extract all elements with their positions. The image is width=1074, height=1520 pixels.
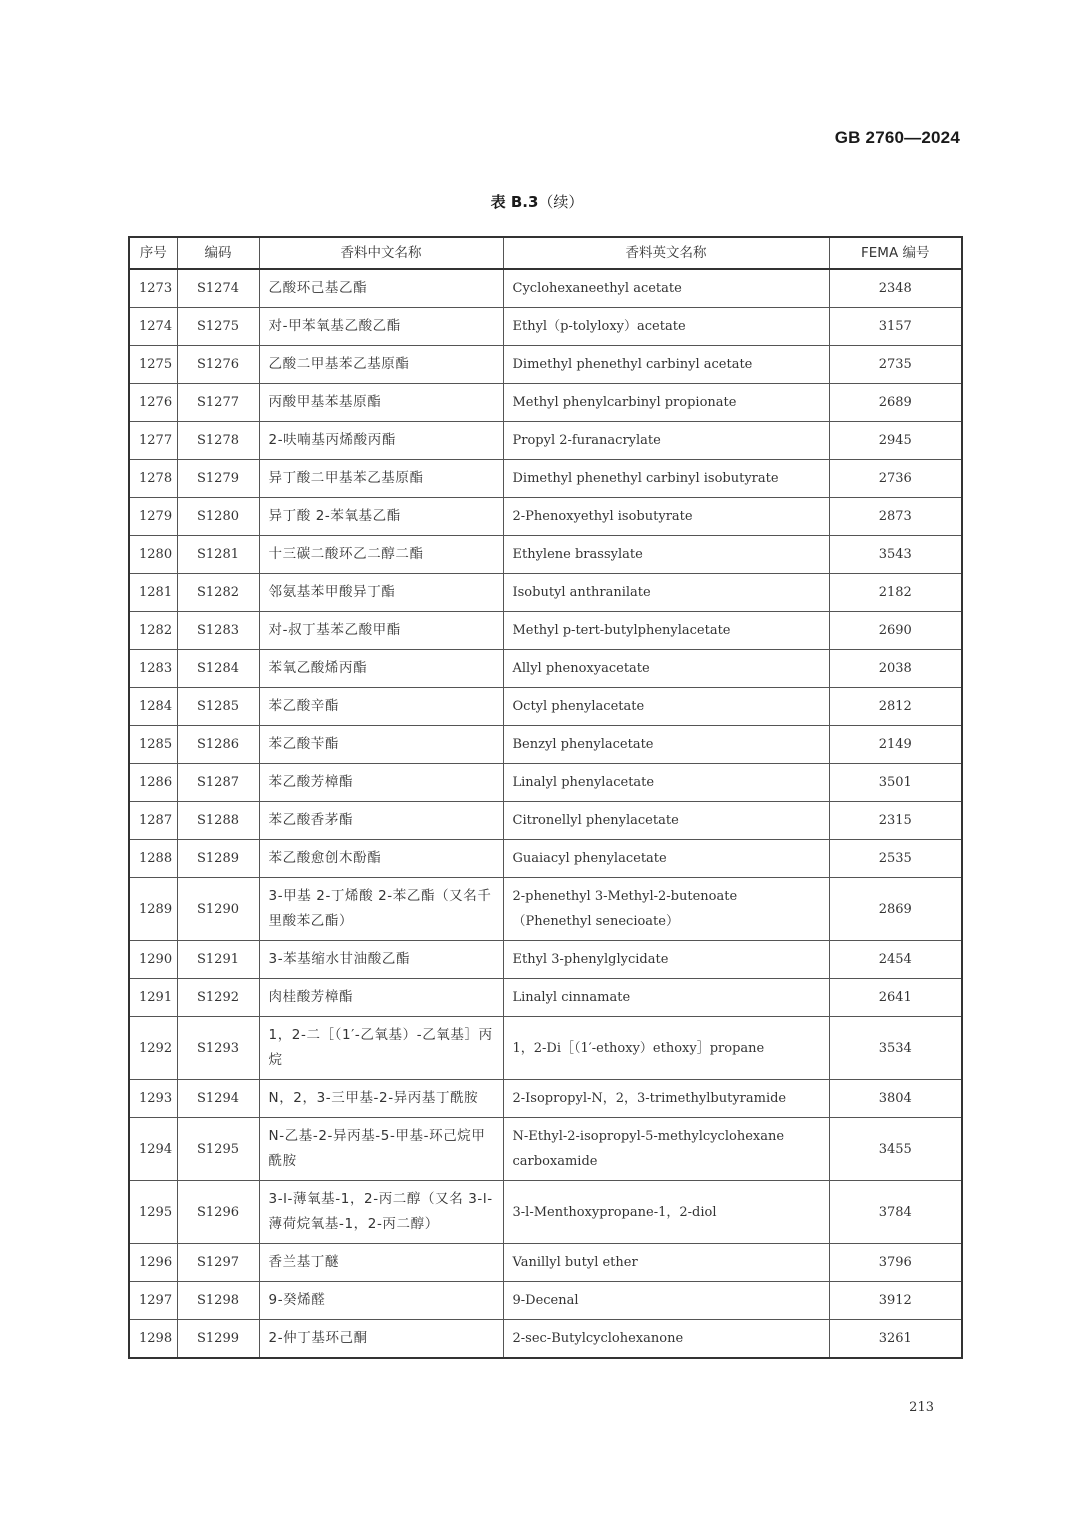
- english-name-cell: Dimethyl phenethyl carbinyl acetate: [503, 346, 829, 384]
- fema-number-cell: 2689: [829, 384, 962, 422]
- serial-number-cell: 1294: [129, 1118, 177, 1181]
- code-cell: S1275: [177, 308, 259, 346]
- chinese-name-cell: 2-仲丁基环己酮: [259, 1320, 503, 1359]
- fema-number-cell: 3804: [829, 1080, 962, 1118]
- serial-number-cell: 1293: [129, 1080, 177, 1118]
- chinese-name-cell: 苯氧乙酸烯丙酯: [259, 650, 503, 688]
- chinese-name-cell: 对-叔丁基苯乙酸甲酯: [259, 612, 503, 650]
- table-row: [129, 1244, 962, 1282]
- code-cell: S1286: [177, 726, 259, 764]
- table-title: [0, 191, 1074, 212]
- english-name-cell: 2-Isopropyl-N，2，3-trimethylbutyramide: [503, 1080, 829, 1118]
- chinese-name-cell: 苯乙酸辛酯: [259, 688, 503, 726]
- chinese-name-cell: N，2，3-三甲基-2-异丙基丁酰胺: [259, 1080, 503, 1118]
- serial-number-cell: 1288: [129, 840, 177, 878]
- chinese-name-cell: N-乙基-2-异丙基-5-甲基-环己烷甲酰胺: [259, 1118, 503, 1181]
- english-name-cell: 1，2-Di［（1′-ethoxy）ethoxy］propane: [503, 1017, 829, 1080]
- chinese-name-cell: 3-甲基 2-丁烯酸 2-苯乙酯（又名千里酸苯乙酯）: [259, 878, 503, 941]
- table-row: [129, 422, 962, 460]
- chinese-name-cell: 2-呋喃基丙烯酸丙酯: [259, 422, 503, 460]
- english-name-cell: Methyl phenylcarbinyl propionate: [503, 384, 829, 422]
- table-row: [129, 498, 962, 536]
- english-name-cell: Ethyl 3-phenylglycidate: [503, 941, 829, 979]
- fema-number-cell: 2454: [829, 941, 962, 979]
- fema-number-cell: 2315: [829, 802, 962, 840]
- english-name-cell: 2-Phenoxyethyl isobutyrate: [503, 498, 829, 536]
- table-row: [129, 1282, 962, 1320]
- table-title-prefix: 表 B.3: [490, 193, 539, 211]
- fema-number-cell: 2735: [829, 346, 962, 384]
- chinese-name-cell: 乙酸环己基乙酯: [259, 269, 503, 308]
- fema-number-cell: 2038: [829, 650, 962, 688]
- table-row: [129, 650, 962, 688]
- serial-number-cell: 1283: [129, 650, 177, 688]
- code-cell: S1291: [177, 941, 259, 979]
- table-title-suffix: （续）: [538, 193, 584, 211]
- english-name-cell: Vanillyl butyl ether: [503, 1244, 829, 1282]
- serial-number-cell: 1296: [129, 1244, 177, 1282]
- chinese-name-cell: 苯乙酸苄酯: [259, 726, 503, 764]
- serial-number-cell: 1279: [129, 498, 177, 536]
- english-name-cell: Allyl phenoxyacetate: [503, 650, 829, 688]
- code-cell: S1293: [177, 1017, 259, 1080]
- code-cell: S1277: [177, 384, 259, 422]
- table-row: [129, 1080, 962, 1118]
- chinese-name-cell: 香兰基丁醚: [259, 1244, 503, 1282]
- code-cell: S1292: [177, 979, 259, 1017]
- fema-number-cell: 2641: [829, 979, 962, 1017]
- serial-number-cell: 1278: [129, 460, 177, 498]
- fema-number-cell: 3157: [829, 308, 962, 346]
- serial-number-cell: 1297: [129, 1282, 177, 1320]
- code-cell: S1276: [177, 346, 259, 384]
- chinese-name-cell: 十三碳二酸环乙二醇二酯: [259, 536, 503, 574]
- serial-number-cell: 1281: [129, 574, 177, 612]
- table-row: [129, 384, 962, 422]
- code-cell: S1274: [177, 269, 259, 308]
- table-row: [129, 1118, 962, 1181]
- fema-number-cell: 3534: [829, 1017, 962, 1080]
- code-cell: S1278: [177, 422, 259, 460]
- code-cell: S1294: [177, 1080, 259, 1118]
- chinese-name-cell: 对-甲苯氧基乙酸乙酯: [259, 308, 503, 346]
- chinese-name-cell: 苯乙酸香茅酯: [259, 802, 503, 840]
- chinese-name-cell: 1，2-二［（1′-乙氧基）-乙氧基］丙烷: [259, 1017, 503, 1080]
- english-name-cell: Linalyl phenylacetate: [503, 764, 829, 802]
- table-row: [129, 346, 962, 384]
- code-cell: S1282: [177, 574, 259, 612]
- serial-number-cell: 1276: [129, 384, 177, 422]
- serial-number-cell: 1280: [129, 536, 177, 574]
- serial-number-cell: 1290: [129, 941, 177, 979]
- table-row: [129, 878, 962, 941]
- serial-number-cell: 1291: [129, 979, 177, 1017]
- chinese-name-cell: 乙酸二甲基苯乙基原酯: [259, 346, 503, 384]
- serial-number-cell: 1274: [129, 308, 177, 346]
- code-cell: S1284: [177, 650, 259, 688]
- code-cell: S1283: [177, 612, 259, 650]
- english-name-cell: N-Ethyl-2-isopropyl-5-methylcyclohexane carboxamide: [503, 1118, 829, 1181]
- fema-number-cell: 3501: [829, 764, 962, 802]
- fema-number-cell: 2736: [829, 460, 962, 498]
- fema-number-cell: 2535: [829, 840, 962, 878]
- serial-number-cell: 1273: [129, 269, 177, 308]
- fema-number-cell: 2690: [829, 612, 962, 650]
- code-cell: S1296: [177, 1181, 259, 1244]
- chinese-name-cell: 3-苯基缩水甘油酸乙酯: [259, 941, 503, 979]
- code-cell: S1295: [177, 1118, 259, 1181]
- table-row: [129, 979, 962, 1017]
- chinese-name-cell: 邻氨基苯甲酸异丁酯: [259, 574, 503, 612]
- fema-number-cell: 2873: [829, 498, 962, 536]
- chinese-name-cell: 异丁酸 2-苯氧基乙酯: [259, 498, 503, 536]
- table-row: [129, 688, 962, 726]
- column-header-code: 编码: [177, 237, 259, 269]
- chinese-name-cell: 异丁酸二甲基苯乙基原酯: [259, 460, 503, 498]
- table-row: [129, 536, 962, 574]
- fema-number-cell: 2945: [829, 422, 962, 460]
- table-row: [129, 1017, 962, 1080]
- table-row: [129, 764, 962, 802]
- fema-number-cell: 2149: [829, 726, 962, 764]
- table-row: [129, 1320, 962, 1359]
- fema-number-cell: 3261: [829, 1320, 962, 1359]
- table-row: [129, 840, 962, 878]
- table-row: [129, 1181, 962, 1244]
- serial-number-cell: 1277: [129, 422, 177, 460]
- table-row: [129, 308, 962, 346]
- english-name-cell: Guaiacyl phenylacetate: [503, 840, 829, 878]
- table-row: [129, 574, 962, 612]
- fema-number-cell: 3796: [829, 1244, 962, 1282]
- serial-number-cell: 1284: [129, 688, 177, 726]
- english-name-cell: Ethylene brassylate: [503, 536, 829, 574]
- code-cell: S1280: [177, 498, 259, 536]
- code-cell: S1279: [177, 460, 259, 498]
- fema-number-cell: 2348: [829, 269, 962, 308]
- english-name-cell: Isobutyl anthranilate: [503, 574, 829, 612]
- code-cell: S1289: [177, 840, 259, 878]
- column-header-fema-number: FEMA 编号: [829, 237, 962, 269]
- english-name-cell: Linalyl cinnamate: [503, 979, 829, 1017]
- serial-number-cell: 1292: [129, 1017, 177, 1080]
- code-cell: S1285: [177, 688, 259, 726]
- fema-number-cell: 3455: [829, 1118, 962, 1181]
- code-cell: S1281: [177, 536, 259, 574]
- english-name-cell: Propyl 2-furanacrylate: [503, 422, 829, 460]
- flavor-table: [128, 236, 963, 1359]
- english-name-cell: 3-l-Menthoxypropane-1，2-diol: [503, 1181, 829, 1244]
- english-name-cell: Cyclohexaneethyl acetate: [503, 269, 829, 308]
- table-row: [129, 802, 962, 840]
- code-cell: S1288: [177, 802, 259, 840]
- table-row: [129, 941, 962, 979]
- table-row: [129, 460, 962, 498]
- column-header-serial-number: 序号: [129, 237, 177, 269]
- english-name-cell: Citronellyl phenylacetate: [503, 802, 829, 840]
- serial-number-cell: 1282: [129, 612, 177, 650]
- english-name-cell: Octyl phenylacetate: [503, 688, 829, 726]
- serial-number-cell: 1286: [129, 764, 177, 802]
- chinese-name-cell: 肉桂酸芳樟酯: [259, 979, 503, 1017]
- code-cell: S1290: [177, 878, 259, 941]
- code-cell: S1299: [177, 1320, 259, 1359]
- english-name-cell: Methyl p-tert-butylphenylacetate: [503, 612, 829, 650]
- fema-number-cell: 2182: [829, 574, 962, 612]
- table-row: [129, 726, 962, 764]
- english-name-cell: 2-sec-Butylcyclohexanone: [503, 1320, 829, 1359]
- table-row: [129, 269, 962, 308]
- fema-number-cell: 2869: [829, 878, 962, 941]
- serial-number-cell: 1275: [129, 346, 177, 384]
- column-header-chinese-name: 香料中文名称: [259, 237, 503, 269]
- table-header-row: [129, 237, 962, 269]
- code-cell: S1287: [177, 764, 259, 802]
- code-cell: S1297: [177, 1244, 259, 1282]
- chinese-name-cell: 3-l-薄氧基-1，2-丙二醇（又名 3-l-薄荷烷氧基-1，2-丙二醇）: [259, 1181, 503, 1244]
- chinese-name-cell: 苯乙酸愈创木酚酯: [259, 840, 503, 878]
- serial-number-cell: 1295: [129, 1181, 177, 1244]
- chinese-name-cell: 9-癸烯醛: [259, 1282, 503, 1320]
- fema-number-cell: 2812: [829, 688, 962, 726]
- column-header-english-name: 香料英文名称: [503, 237, 829, 269]
- fema-number-cell: 3912: [829, 1282, 962, 1320]
- page-number: 213: [909, 1400, 934, 1415]
- english-name-cell: 9-Decenal: [503, 1282, 829, 1320]
- fema-number-cell: 3543: [829, 536, 962, 574]
- chinese-name-cell: 丙酸甲基苯基原酯: [259, 384, 503, 422]
- table-row: [129, 612, 962, 650]
- serial-number-cell: 1287: [129, 802, 177, 840]
- english-name-cell: Benzyl phenylacetate: [503, 726, 829, 764]
- english-name-cell: Ethyl（p-tolyloxy）acetate: [503, 308, 829, 346]
- serial-number-cell: 1298: [129, 1320, 177, 1359]
- serial-number-cell: 1285: [129, 726, 177, 764]
- serial-number-cell: 1289: [129, 878, 177, 941]
- english-name-cell: Dimethyl phenethyl carbinyl isobutyrate: [503, 460, 829, 498]
- fema-number-cell: 3784: [829, 1181, 962, 1244]
- code-cell: S1298: [177, 1282, 259, 1320]
- chinese-name-cell: 苯乙酸芳樟酯: [259, 764, 503, 802]
- standard-code: GB 2760—2024: [834, 128, 960, 147]
- english-name-cell: 2-phenethyl 3-Methyl-2-butenoate （Phenethyl senecioate）: [503, 878, 829, 941]
